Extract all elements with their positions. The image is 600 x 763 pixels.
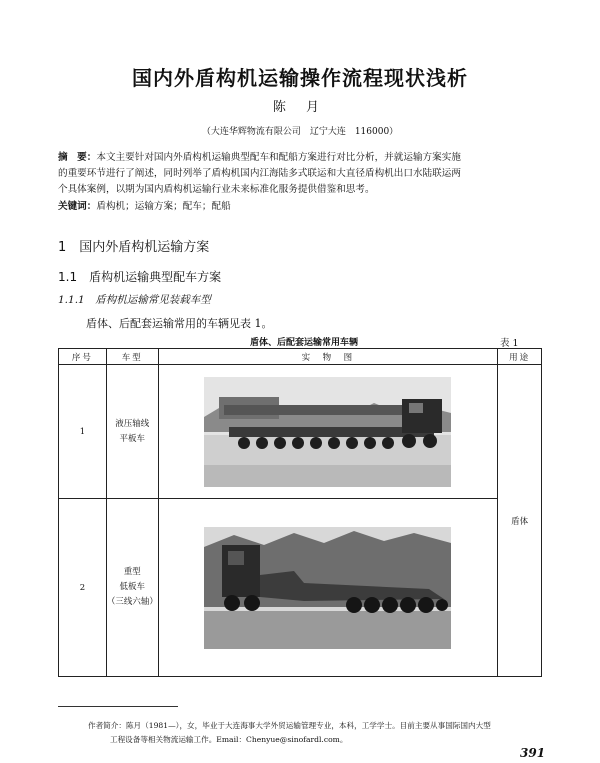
keywords-text: 盾构机；运输方案；配车；配船 <box>96 201 231 212</box>
section-heading-1-1-1: 1.1.1 盾构机运输常见装载车型 <box>58 294 211 306</box>
author-name: 陈 月 <box>272 100 328 115</box>
abstract-line-2: 的重要环节进行了阐述，同时列举了盾构机国内江海陆多式联运和大直径盾构机出口水陆联运两 <box>58 168 461 179</box>
lowbed-trailer-photo <box>204 527 451 649</box>
footnote-rule <box>58 706 178 707</box>
abstract-line-3: 个具体案例，以期为国内盾构机运输行业未来标准化服务提供借鉴和思考。 <box>58 184 375 195</box>
footnote-line-2: 工程设备等相关物流运输工作。Email：Chenyue@sinofardl.com。 <box>110 735 348 744</box>
photo-cell <box>158 365 498 499</box>
body-paragraph: 盾体、后配套运输常用的车辆见表 1。 <box>86 317 273 330</box>
row-type-line: 低板车 <box>119 582 145 592</box>
usage-cell: 盾体 <box>498 365 542 677</box>
page-number: 391 <box>520 746 546 760</box>
row-type <box>106 499 158 677</box>
col-header-usage: 用途 <box>498 349 542 365</box>
paper-title: 国内外盾构机运输操作流程现状浅析 <box>132 66 468 90</box>
table-caption: 盾体、后配套运输常用车辆 <box>250 338 359 348</box>
row-type-line: 重型 <box>123 567 141 577</box>
table-row <box>59 365 542 499</box>
keywords-label: 关键词： <box>58 201 97 212</box>
abstract-label: 摘 要： <box>58 152 97 163</box>
table-number: 表 1 <box>500 338 519 349</box>
row-type-line: 平板车 <box>119 433 145 444</box>
row-no: 2 <box>59 499 107 677</box>
photo-cell <box>158 499 498 677</box>
col-header-no: 序号 <box>59 349 107 365</box>
row-no: 1 <box>59 365 107 499</box>
footnote-line-1: 作者简介：陈月（1981—），女，毕业于大连海事大学外贸运输管理专业，本科，工学学士。目前主要从事国际国内大型 <box>88 721 491 730</box>
row-type-line: 液压轴线 <box>115 418 150 429</box>
section-heading-1: 1 国内外盾构机运输方案 <box>58 240 210 255</box>
col-header-photo: 实 物 图 <box>158 349 498 365</box>
vehicle-table <box>58 348 542 677</box>
row-type <box>106 365 158 499</box>
table-row <box>59 499 542 677</box>
section-heading-1-1: 1.1 盾构机运输典型配车方案 <box>58 270 222 284</box>
abstract-line-1: 本文主要针对国内外盾构机运输典型配车和配船方案进行对比分析，并就运输方案实施 <box>96 152 461 163</box>
keywords <box>58 198 231 212</box>
affiliation: （大连华辉物流有限公司 辽宁大连 116000） <box>201 127 399 137</box>
row-type-line: （三线六轴） <box>106 597 158 607</box>
abstract <box>58 150 558 198</box>
col-header-type: 车型 <box>106 349 158 365</box>
hydraulic-trailer-photo <box>204 377 451 487</box>
footnote <box>88 719 558 747</box>
